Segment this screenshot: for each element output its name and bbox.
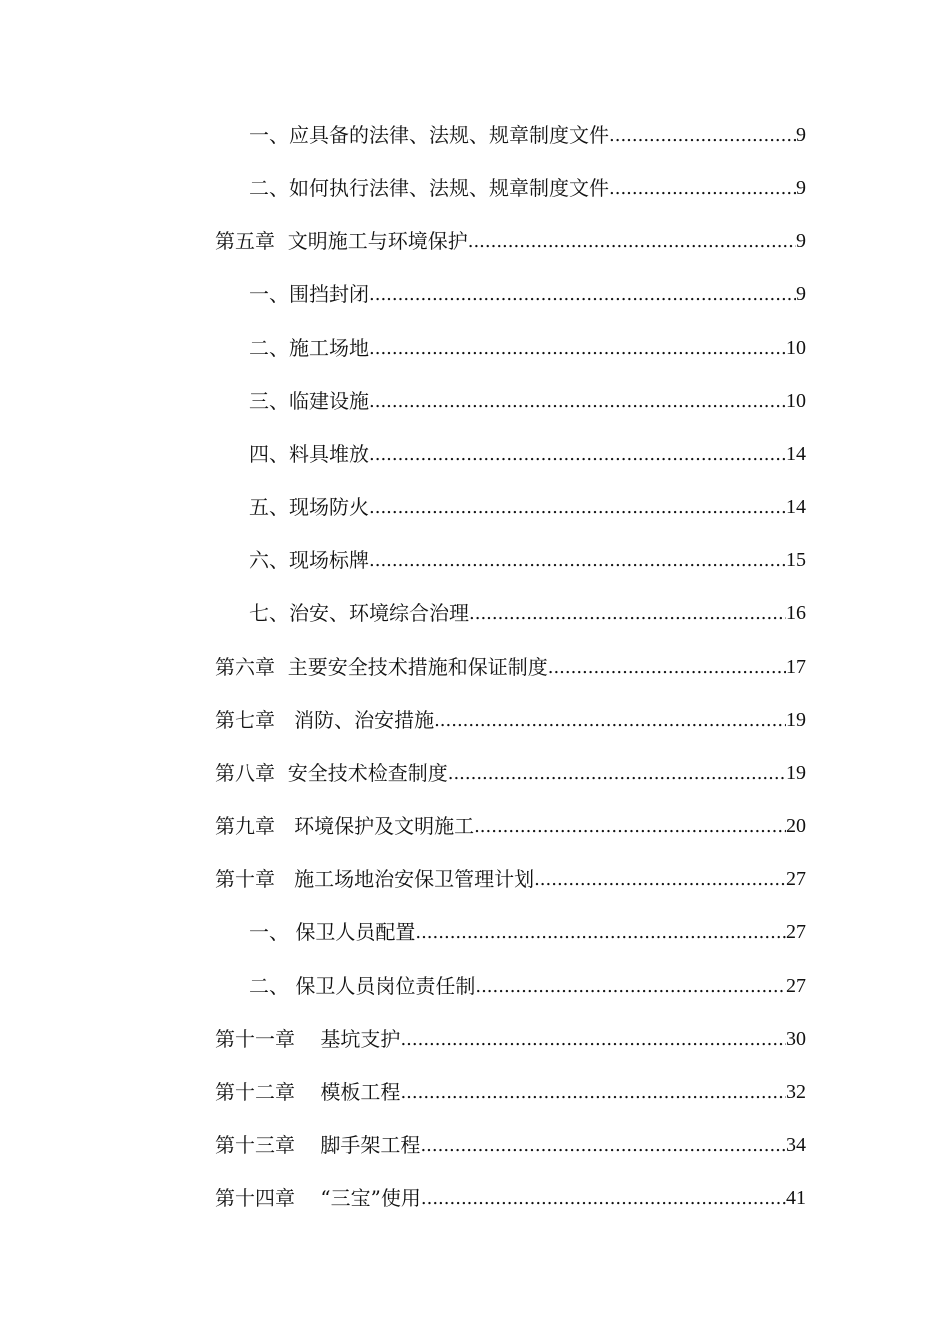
toc-page-number: 32 <box>786 1081 806 1103</box>
toc-page-number: 27 <box>786 868 806 890</box>
toc-entry-title: 第八章 安全技术检查制度 <box>215 761 448 785</box>
toc-entry-title: 六、现场标牌 <box>249 548 369 572</box>
toc-entry-title: 三、临建设施 <box>249 389 369 413</box>
toc-page-number: 19 <box>786 709 806 731</box>
toc-entry-title: 第七章 消防、治安措施 <box>215 708 435 732</box>
toc-entry-title: 第十三章 脚手架工程 <box>215 1133 421 1157</box>
toc-entry-17[interactable] <box>249 969 806 999</box>
toc-page-number: 41 <box>786 1187 806 1209</box>
toc-entry-title: 一、 保卫人员配置 <box>249 920 416 944</box>
toc-page-number: 27 <box>786 921 806 943</box>
toc-leader-dots <box>421 1188 786 1211</box>
toc-entry-title: 二、施工场地 <box>249 336 369 360</box>
toc-page-number: 34 <box>786 1134 806 1156</box>
toc-page-number: 17 <box>786 656 806 678</box>
toc-entry-8[interactable] <box>249 490 806 520</box>
toc-leader-dots <box>369 338 786 361</box>
toc-page-number: 9 <box>796 177 806 199</box>
toc-leader-dots <box>434 710 786 733</box>
toc-page-number: 14 <box>786 443 806 465</box>
toc-page-number: 16 <box>786 602 806 624</box>
toc-page-number: 9 <box>796 283 806 305</box>
toc-leader-dots <box>448 763 786 786</box>
toc-entry-5[interactable] <box>249 331 806 361</box>
toc-page-number: 15 <box>786 549 806 571</box>
toc-entry-21[interactable] <box>215 1181 806 1211</box>
toc-leader-dots <box>369 284 796 307</box>
toc-leader-dots <box>369 391 786 414</box>
toc-leader-dots <box>534 869 786 892</box>
toc-leader-dots <box>548 657 786 680</box>
toc-page-number: 30 <box>786 1028 806 1050</box>
toc-leader-dots <box>609 125 796 148</box>
toc-leader-dots <box>400 1029 786 1052</box>
toc-entry-1[interactable] <box>249 118 806 148</box>
toc-leader-dots <box>420 1135 786 1158</box>
toc-page-number: 9 <box>796 124 806 146</box>
toc-entry-title: 第十章 施工场地治安保卫管理计划 <box>215 867 535 891</box>
toc-leader-dots <box>369 497 786 520</box>
toc-entry-title: 七、治安、环境综合治理 <box>249 601 469 625</box>
toc-leader-dots <box>369 550 786 573</box>
toc-page-number: 20 <box>786 815 806 837</box>
toc-entry-title: 第九章 环境保护及文明施工 <box>215 814 475 838</box>
toc-page-number: 10 <box>786 390 806 412</box>
toc-entry-title: 一、应具备的法律、法规、规章制度文件 <box>249 123 609 147</box>
toc-entry-19[interactable] <box>215 1075 806 1105</box>
toc-entry-11[interactable] <box>215 650 806 680</box>
toc-entry-title: 五、现场防火 <box>249 495 369 519</box>
toc-entry-title: 第十二章 模板工程 <box>215 1080 401 1104</box>
toc-entry-4[interactable] <box>249 277 806 307</box>
toc-entry-9[interactable] <box>249 543 806 573</box>
toc-entry-18[interactable] <box>215 1022 806 1052</box>
toc-entry-6[interactable] <box>249 384 806 414</box>
toc-entry-13[interactable] <box>215 756 806 786</box>
toc-entry-title: 第五章 文明施工与环境保护 <box>215 229 468 253</box>
toc-leader-dots <box>475 976 786 999</box>
toc-entry-title: 二、 保卫人员岗位责任制 <box>249 974 476 998</box>
toc-entry-14[interactable] <box>215 809 806 839</box>
toc-entry-title: 一、围挡封闭 <box>249 282 369 306</box>
toc-entry-15[interactable] <box>215 862 806 892</box>
toc-leader-dots <box>609 178 796 201</box>
toc-leader-dots <box>469 603 786 626</box>
toc-entry-7[interactable] <box>249 437 806 467</box>
toc-entry-10[interactable] <box>249 596 806 626</box>
toc-leader-dots <box>400 1082 786 1105</box>
toc-entry-20[interactable] <box>215 1128 806 1158</box>
toc-page-number: 19 <box>786 762 806 784</box>
toc-leader-dots <box>468 231 796 254</box>
toc-page-number: 10 <box>786 337 806 359</box>
toc-entry-title: 第十四章 “三宝”使用 <box>215 1186 421 1210</box>
toc-entry-16[interactable] <box>249 915 806 945</box>
toc-entry-2[interactable] <box>249 171 806 201</box>
toc-page-number: 9 <box>796 230 806 252</box>
toc-leader-dots <box>415 922 786 945</box>
toc-entry-title: 四、料具堆放 <box>249 442 369 466</box>
toc-entry-12[interactable] <box>215 703 806 733</box>
toc-page-number: 27 <box>786 975 806 997</box>
toc-entry-title: 第十一章 基坑支护 <box>215 1027 401 1051</box>
toc-entry-title: 二、如何执行法律、法规、规章制度文件 <box>249 176 609 200</box>
toc-leader-dots <box>474 816 786 839</box>
toc-page-number: 14 <box>786 496 806 518</box>
toc-entry-title: 第六章 主要安全技术措施和保证制度 <box>215 655 548 679</box>
toc-entry-3[interactable] <box>215 224 806 254</box>
toc-leader-dots <box>369 444 786 467</box>
